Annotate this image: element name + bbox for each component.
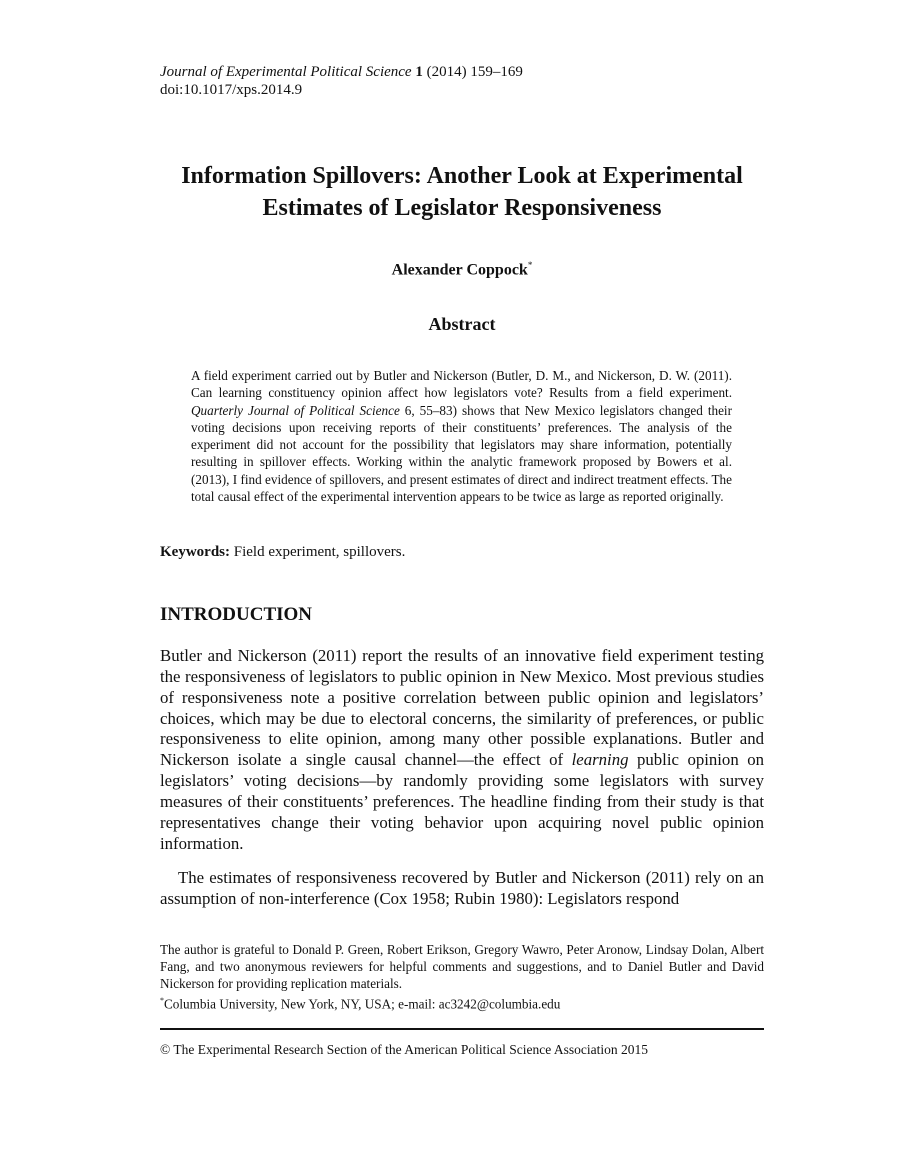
journal-name: Journal of Experimental Political Science	[160, 64, 412, 80]
journal-citation	[160, 63, 523, 99]
intro-p1-part-2: public opinion on legislators’ voting decisions—by randomly providing some legislators with survey measures of their constituents’ preferences. The headline finding from their study is that representatives change their voting behavior upon acquiring novel public opinion information.	[160, 750, 765, 853]
intro-p1-part-1: Butler and Nickerson (2011) report the results of an innovative field experiment testing the responsiveness of legislators to public opinion in New Mexico. Most previous studies of responsiveness note a positive correlation between public opinion and legislators’ choices, which may be due to electoral concerns, the similarity of preferences, or public responsiveness to elite opinion, among many other possible explanations. Butler and Nickerson isolate a single causal channel—the effect of	[160, 646, 764, 770]
paper-title-line-1: Information Spillovers: Another Look at Experimental	[181, 163, 743, 189]
journal-volume: 1	[415, 64, 423, 80]
copyright-notice: © The Experimental Research Section of the American Political Science Association 2015	[160, 1042, 648, 1057]
footnote-acknowledgment: The author is grateful to Donald P. Green, Robert Erikson, Gregory Wawro, Peter Aronow, Lindsay Dolan, Albert Fang, and two anonymous reviewers for helpful comments and suggestions, and to Daniel Butler and David Nickerson for providing replication materials.	[160, 942, 764, 991]
footnotes	[160, 941, 764, 1012]
journal-line	[160, 63, 523, 81]
footnote-affiliation-text: Columbia University, New York, NY, USA; e-mail: ac3242@columbia.edu	[164, 996, 561, 1012]
author	[160, 255, 764, 280]
keywords	[160, 543, 405, 561]
introduction-paragraph-1	[160, 646, 764, 854]
abstract-heading: Abstract	[428, 314, 496, 334]
introduction-heading: INTRODUCTION	[160, 604, 313, 625]
author-footnote-marker[interactable]: *	[527, 260, 533, 270]
journal-year-pages: (2014) 159–169	[426, 64, 523, 80]
journal-doi[interactable]: doi:10.1017/xps.2014.9	[160, 82, 303, 98]
footer-divider	[160, 1028, 764, 1030]
keywords-label: Keywords:	[160, 544, 230, 560]
abstract-text-part-2: 6, 55–83) shows that New Mexico legislators changed their voting decisions upon receiving reports of their constituents’ preferences. The analysis of the experiment did not account for the possibility that legislators may share information, potentially resulting in spillover effects. Working within the analytic framework proposed by Bowers et al. (2013), I find evidence of spillovers, and present estimates of direct and indirect treatment effects. The total causal effect of the experimental intervention appears to be twice as large as reported originally.	[191, 402, 732, 505]
abstract-text	[191, 367, 732, 505]
intro-p1-italic: learning	[571, 750, 629, 770]
footnote-affiliation-marker: *	[160, 996, 164, 1005]
introduction-paragraph-2: The estimates of responsiveness recovered by Butler and Nickerson (2011) rely on an assumption of non-interference (Cox 1958; Rubin 1980): Legislators respond	[160, 868, 764, 909]
paper-title-line-2: Estimates of Legislator Responsiveness	[262, 195, 662, 221]
footnote-affiliation	[160, 992, 764, 1012]
keywords-value: Field experiment, spillovers.	[230, 544, 406, 560]
abstract-journal-title: Quarterly Journal of Political Science	[191, 402, 400, 418]
abstract-text-part-1: A field experiment carried out by Butler and Nickerson (Butler, D. M., and Nickerson, D. W. (2011). Can learning constituency opinion affect how legislators vote? Results from a field experiment.	[191, 368, 732, 401]
author-name: Alexander Coppock	[391, 261, 528, 279]
paper-title	[160, 160, 764, 224]
introduction-body	[160, 646, 764, 924]
